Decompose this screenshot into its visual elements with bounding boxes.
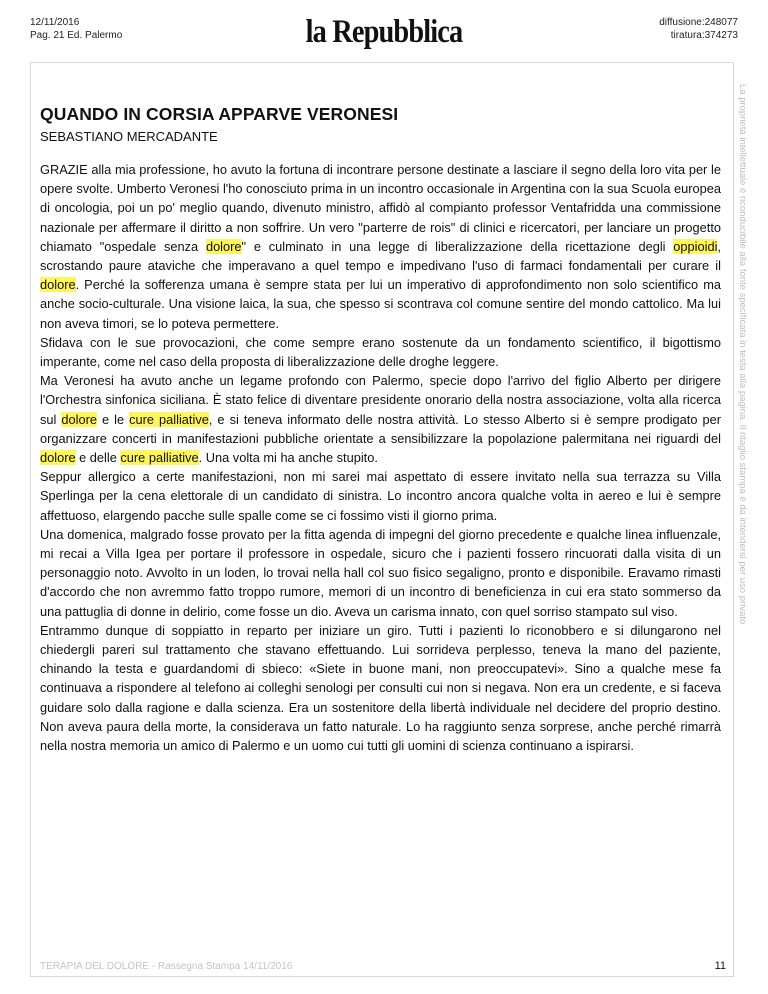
paragraph: Sfidava con le sue provocazioni, che come sempre erano sostenute da un fondamento scientifico, il bigottismo imperante, come nel caso della proposta di liberalizzazione delle droghe leggere.	[40, 334, 721, 370]
highlight-term: dolore	[61, 411, 97, 427]
side-notice-text: La proprietà intellettuale è riconducibile alla fonte specificata in testa alla pagina. Il ritaglio stampa è da intendersi per uso privato	[737, 84, 748, 625]
text-run: . Una volta mi ha anche stupito.	[198, 450, 378, 466]
highlight-term: cure palliative	[129, 411, 209, 427]
masthead-logo: la Repubblica	[305, 14, 463, 50]
article-title: QUANDO IN CORSIA APPARVE VERONESI	[40, 104, 399, 124]
article-body	[40, 160, 721, 755]
header-date: 12/11/2016	[30, 17, 80, 28]
text-run: , scrostando paure ataviche che imperavano a quel tempo e impedivano l'uso di farmaci fondamentali per curare il	[40, 238, 721, 274]
text-run: e delle	[75, 450, 121, 466]
highlight-term: dolore	[205, 238, 242, 254]
text-run: Ma Veronesi ha avuto anche un legame profondo con Palermo, specie dopo l'arrivo del figlio Alberto per dirigere l'Orchestra sinfonica siciliana. È stato felice di diventare presidente onorario della nostra associazione, volta alla ricerca sul	[40, 373, 721, 427]
paragraph: Una domenica, malgrado fosse provato per la fitta agenda di impegni del giorno precedente e qualche linea influenzale, mi recai a Villa Igea per portare il professore in ospedale, sicuro che i pazienti fossero rincuorati dalla visita di un personaggio noto. Avvolto in un loden, lo trovai nella hall col suo fisico segaligno, pronto e disponibile. Eravamo rimasti d'accordo che non avremmo fatto troppo rumore, memori di un incontro di beneficienza in cui era stato sommerso da una pattuglia di donne in delirio, come fosse un dio. Aveva un carisma innato, con quel sorriso stampato sul viso.	[40, 526, 721, 619]
header-diffusione: diffusione:248077	[659, 17, 738, 28]
paragraph	[40, 371, 721, 467]
highlight-term: dolore	[40, 277, 76, 293]
paragraph	[40, 160, 721, 333]
paragraph: Entrammo dunque di soppiatto in reparto per iniziare un giro. Tutti i pazienti lo riconobbero e si dilungarono nel chiedergli pareri sul trattamento che stavano effettuando. Lui sorrideva perplesso, teneva la mano del paziente, chinando la testa e guardandomi di sbieco: «Siete in buone mani, non preoccupatevi». Sino a qualche mese fa continuava a rispondere al telefono ai colleghi senologi per consulti cui non si negava. Non era un credente, e si faceva guidare solo dalla ragione e dalla scienza. Era un sostenitore della libertà individuale nel decidere del proprio destino. Non aveva paura della morte, la considerava un fatto naturale. Lo ha raggiunto senza sorprese, anche perché rimarrà nella nostra memoria un amico di Palermo e un uomo cui tutti gli uomini di scienza continuano a ispirarsi.	[40, 622, 721, 754]
highlight-term: cure palliative	[120, 450, 199, 466]
page-number: 11	[714, 960, 726, 972]
text-run: GRAZIE alla mia professione, ho avuto la fortuna di incontrare persone destinate a lasciare il segno della loro vita per le opere svolte. Umberto Veronesi l'ho conosciuto prima in un incontro occasionale in Argentina con la sua Scuola europea di oncologia, poi un po' meglio quando, divenuto ministro, affidò al compianto professor Ventafridda una commissione nazionale per affermare il diritto a non soffrire. Un vero "parterre de rois" di clinici e ricercatori, per lanciare un progetto chiamato "ospedale senza	[40, 162, 721, 254]
article-author: SEBASTIANO MERCADANTE	[40, 129, 218, 144]
highlight-term: oppioidi	[673, 238, 718, 254]
highlight-term: dolore	[40, 450, 76, 466]
header-right	[659, 16, 738, 42]
text-run: e le	[96, 411, 130, 427]
paragraph: Seppur allergico a certe manifestazioni, non mi sarei mai aspettato di essere invitato nella sua terrazza su Villa Sperlinga per la cena elettorale di un candidato di sinistra. Lo incontro ancora qualche volta in aereo e lui è sempre affettuoso, elargendo pacche sulle spalle come se ci fossimo visti il giorno prima.	[40, 469, 721, 523]
text-run: . Perché la sofferenza umana è sempre stata per lui un imperativo di approfondimento non solo scientifico ma anche socio-culturale. Una visione laica, la sua, che spesso si scontrava col comune sentire del mondo cattolico. Ma lui non aveva timori, se lo poteva permettere.	[40, 277, 721, 331]
header-page-edition: Pag. 21 Ed. Palermo	[30, 30, 123, 41]
text-run: " e culminato in una legge di liberalizzazione della ricettazione degli	[241, 238, 674, 254]
header-tiratura: tiratura:374273	[670, 30, 738, 41]
side-notice	[734, 84, 752, 664]
text-run: , e si teneva informato delle nostra attività. Lo stesso Alberto si è sempre prodigato per organizzare concerti in manifestazioni pubbliche orientate a sensibilizzare la popolazione palermitana nei riguardi del	[40, 411, 721, 446]
footer-source: TERAPIA DEL DOLORE - Rassegna Stampa 14/11/2016	[40, 961, 293, 972]
